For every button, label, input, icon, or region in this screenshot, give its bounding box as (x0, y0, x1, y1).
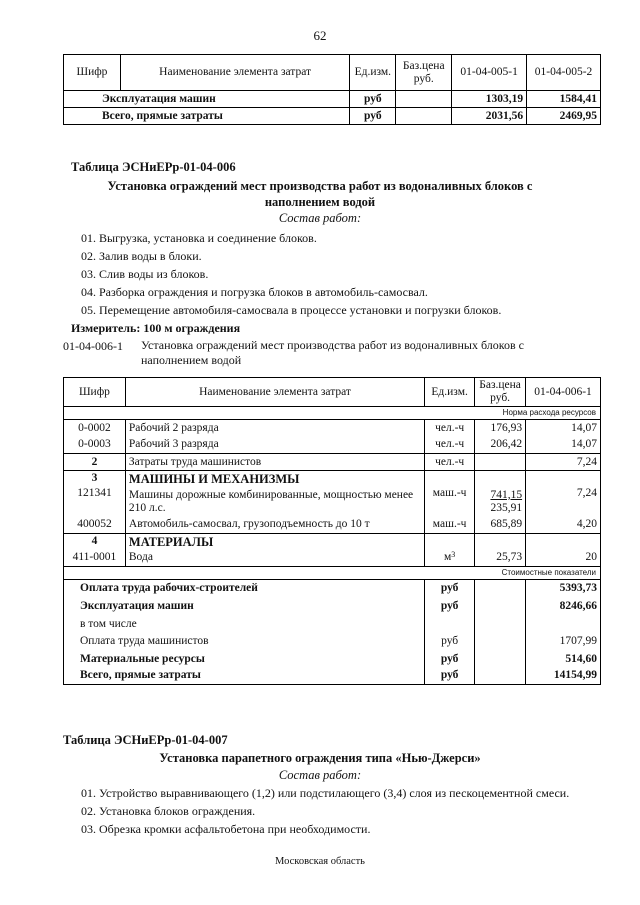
header-base-price (475, 378, 526, 407)
row-name: Всего, прямые затраты (64, 108, 350, 125)
total-price (475, 651, 526, 668)
section-price (475, 471, 526, 487)
measure-unit: Измеритель: 100 м ограждения (71, 321, 241, 335)
header-base-price (396, 55, 452, 91)
row-unit: руб (350, 108, 396, 125)
section-code: 3 (64, 471, 126, 487)
item-description: Установка ограждений мест производства работ из водоналивных блоков с наполнением водой (141, 338, 524, 367)
table-006-caption: Таблица ЭСНиЕРр-01-04-006 (71, 160, 236, 174)
work-item: 05. Перемещение автомобиля-самосвала в процессе установки и погрузки блоков. (81, 303, 502, 317)
total-value (526, 616, 601, 633)
row-name: Рабочий 2 разряда (125, 420, 424, 437)
row-price-b: 235,91 (490, 501, 523, 514)
row-name: Рабочий 3 разряда (125, 437, 424, 454)
row-name: Автомобиль-самосвал, грузоподъемность до 10 т (125, 517, 424, 534)
row-value: 14,07 (526, 420, 601, 437)
table-row (64, 108, 601, 125)
total-name: Оплата труда машинистов (64, 633, 425, 651)
row-unit (425, 550, 475, 567)
table-row (64, 91, 601, 108)
total-value: 8246,66 (526, 598, 601, 616)
work-item: 02. Установка блоков ограждения. (81, 804, 256, 818)
total-unit: руб (425, 633, 475, 651)
total-price (475, 633, 526, 651)
total-price (475, 598, 526, 616)
section-price (475, 534, 526, 550)
row-price: 685,89 (475, 517, 526, 534)
cost-label: Стоимостные показатели (64, 567, 601, 580)
row-price: 25,73 (475, 550, 526, 567)
total-row (64, 633, 601, 651)
section-value (526, 471, 601, 487)
row-value: 14,07 (526, 437, 601, 454)
row-unit: чел.-ч (425, 437, 475, 454)
row-price (475, 487, 526, 517)
total-name: в том числе (64, 616, 425, 633)
row-code: 121341 (64, 487, 126, 517)
table-007-title: Установка парапетного ограждения типа «Нью-Джерси» (159, 751, 481, 765)
row-value-1: 1303,19 (452, 91, 527, 108)
section-unit (425, 471, 475, 487)
header-name: Наименование элемента затрат (120, 55, 349, 91)
header-unit: Ед.изм. (425, 378, 475, 407)
total-name: Материальные ресурсы (64, 651, 425, 668)
header-col-006-1: 01-04-006-1 (526, 378, 601, 407)
item-code: 01-04-006-1 (63, 339, 123, 353)
header-base-price-line1: Баз.цена (402, 59, 445, 72)
row-value: 7,24 (526, 454, 601, 471)
row-code: 411-0001 (64, 550, 126, 567)
header-unit: Ед.изм. (350, 55, 396, 91)
row-value: 7,24 (526, 487, 601, 517)
table-006 (63, 377, 601, 685)
work-item: 03. Слив воды из блоков. (81, 267, 209, 281)
table-row (64, 437, 601, 454)
row-price (475, 454, 526, 471)
work-item: 02. Залив воды в блоки. (81, 249, 202, 263)
header-name: Наименование элемента затрат (125, 378, 424, 407)
page-footer: Московская область (275, 856, 365, 867)
row-unit: чел.-ч (425, 454, 475, 471)
table-row (64, 420, 601, 437)
total-price (475, 580, 526, 598)
row-value: 20 (526, 550, 601, 567)
section-name: МАШИНЫ И МЕХАНИЗМЫ (125, 471, 424, 487)
row-value-2: 2469,95 (527, 108, 601, 125)
total-row (64, 580, 601, 598)
row-unit: маш.-ч (425, 487, 475, 517)
row-unit: руб (350, 91, 396, 108)
norm-label: Норма расхода ресурсов (64, 407, 601, 420)
row-price (396, 91, 452, 108)
total-unit: руб (425, 598, 475, 616)
total-value: 5393,73 (526, 580, 601, 598)
table-row (64, 550, 601, 567)
total-unit (425, 616, 475, 633)
work-item: 01. Выгрузка, установка и соединение блоков. (81, 231, 317, 245)
total-row (64, 651, 601, 668)
work-item: 01. Устройство выравнивающего (1,2) или подстилающего (3,4) слоя из пескоцементной смеси. (81, 786, 570, 800)
row-name: Эксплуатация машин (64, 91, 350, 108)
row-name: Вода (125, 550, 424, 567)
total-price (475, 616, 526, 633)
total-name: Эксплуатация машин (64, 598, 425, 616)
total-value: 1707,99 (526, 633, 601, 651)
row-unit-base: м (443, 551, 452, 564)
total-row (64, 616, 601, 633)
table-header-row (64, 55, 601, 91)
section-unit (425, 534, 475, 550)
work-item: 03. Обрезка кромки асфальтобетона при необходимости. (81, 822, 371, 836)
table-row (64, 487, 601, 517)
total-name: Оплата труда рабочих-строителей (64, 580, 425, 598)
row-name: Машины дорожные комбинированные, мощностью менее 210 л.с. (125, 487, 424, 517)
header-col-005-2: 01-04-005-2 (527, 55, 601, 91)
total-value: 14154,99 (526, 668, 601, 685)
row-price: 176,93 (475, 420, 526, 437)
row-price: 206,42 (475, 437, 526, 454)
header-code: Шифр (64, 378, 126, 407)
table-row (64, 517, 601, 534)
row-value-2: 1584,41 (527, 91, 601, 108)
table-006-composition-title: Состав работ: (278, 211, 362, 225)
table-header-row (64, 378, 601, 407)
row-unit: чел.-ч (425, 420, 475, 437)
row-unit-sup: 3 (451, 550, 456, 560)
table-006-title: Установка ограждений мест производства работ из водоналивных блоков с наполнением водой (107, 179, 533, 209)
header-code: Шифр (64, 55, 121, 91)
section-name: МАТЕРИАЛЫ (125, 534, 424, 550)
row-code: 400052 (64, 517, 126, 534)
table-007-caption: Таблица ЭСНиЕРр-01-04-007 (63, 733, 228, 747)
section-value (526, 534, 601, 550)
header-col-005-1: 01-04-005-1 (452, 55, 527, 91)
page-number: 62 (313, 28, 327, 43)
total-unit: руб (425, 580, 475, 598)
total-name: Всего, прямые затраты (64, 668, 425, 685)
section-row (64, 534, 601, 550)
total-row (64, 598, 601, 616)
cost-label-row (64, 567, 601, 580)
norm-label-row (64, 407, 601, 420)
section-code: 4 (64, 534, 126, 550)
total-value: 514,60 (526, 651, 601, 668)
row-code: 0-0002 (64, 420, 126, 437)
prev-table (63, 54, 601, 125)
total-row (64, 668, 601, 685)
total-price (475, 668, 526, 685)
header-base-price-line2: руб. (490, 392, 511, 404)
table-007-composition-title: Состав работ: (278, 768, 362, 782)
row-unit: маш.-ч (425, 517, 475, 534)
row-code: 0-0003 (64, 437, 126, 454)
section-row (64, 471, 601, 487)
total-unit: руб (425, 651, 475, 668)
row-value: 4,20 (526, 517, 601, 534)
row-name: Затраты труда машинистов (125, 454, 424, 471)
total-unit: руб (425, 668, 475, 685)
table-row (64, 454, 601, 471)
header-base-price-line1: Баз.цена (479, 379, 521, 392)
row-price (396, 108, 452, 125)
row-code: 2 (64, 454, 126, 471)
header-base-price-line2: руб. (413, 72, 434, 85)
work-item: 04. Разборка ограждения и погрузка блоков в автомобиль-самосвал. (81, 285, 428, 299)
row-price-a: 741,15 (490, 488, 523, 501)
row-value-1: 2031,56 (452, 108, 527, 125)
